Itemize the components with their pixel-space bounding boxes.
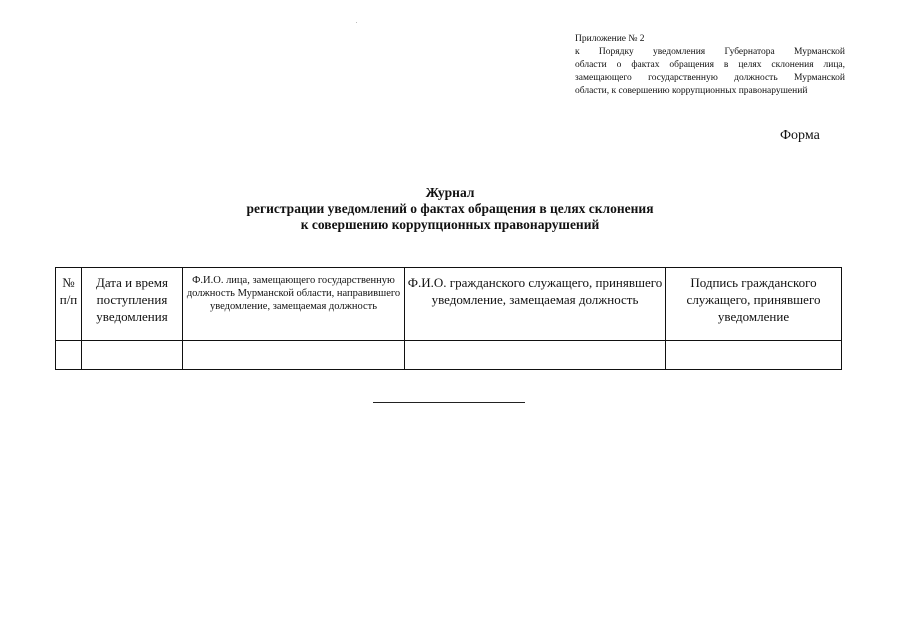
header-date-text: Дата и время поступления уведомления xyxy=(96,275,168,324)
table-cell[interactable] xyxy=(82,341,183,370)
journal-title xyxy=(200,185,700,233)
title-line-1: Журнал xyxy=(425,185,475,200)
table-header-row xyxy=(56,268,842,341)
header-sender-text: Ф.И.О. лица, замещающего государственную должность Мурманской области, направившего уведомление, замещаемая должность xyxy=(186,275,401,312)
table-row xyxy=(56,341,842,370)
table-cell[interactable] xyxy=(183,341,405,370)
header-receiver xyxy=(405,268,666,341)
table-cell[interactable] xyxy=(666,341,842,370)
appendix-note xyxy=(575,33,845,98)
appendix-line-3: области о фактах обращения в целях склонения лица, xyxy=(575,60,845,70)
header-number-text: № п/п xyxy=(59,275,78,307)
appendix-line-2: к Порядку уведомления Губернатора Мурманской xyxy=(575,47,845,57)
appendix-line-1: Приложение № 2 xyxy=(575,34,645,44)
title-line-3: к совершению коррупционных правонарушений xyxy=(300,217,600,232)
closing-rule xyxy=(373,402,525,403)
table-cell[interactable] xyxy=(405,341,666,370)
header-signature xyxy=(666,268,842,341)
header-sender xyxy=(183,268,405,341)
form-label: Форма xyxy=(780,128,820,143)
title-line-2: регистрации уведомлений о фактах обращения в целях склонения xyxy=(246,201,654,216)
journal-table xyxy=(55,267,842,370)
header-receiver-text: Ф.И.О. гражданского служащего, принявшего уведомление, замещаемая должность xyxy=(407,275,663,307)
appendix-line-4: замещающего государственную должность Мурманской xyxy=(575,73,845,83)
appendix-line-5: области, к совершению коррупционных правонарушений xyxy=(575,86,808,96)
header-signature-text: Подпись гражданского служащего, принявшего уведомление xyxy=(686,275,821,324)
scan-speck xyxy=(356,22,357,23)
header-date xyxy=(82,268,183,341)
table-cell[interactable] xyxy=(56,341,82,370)
header-number xyxy=(56,268,82,341)
